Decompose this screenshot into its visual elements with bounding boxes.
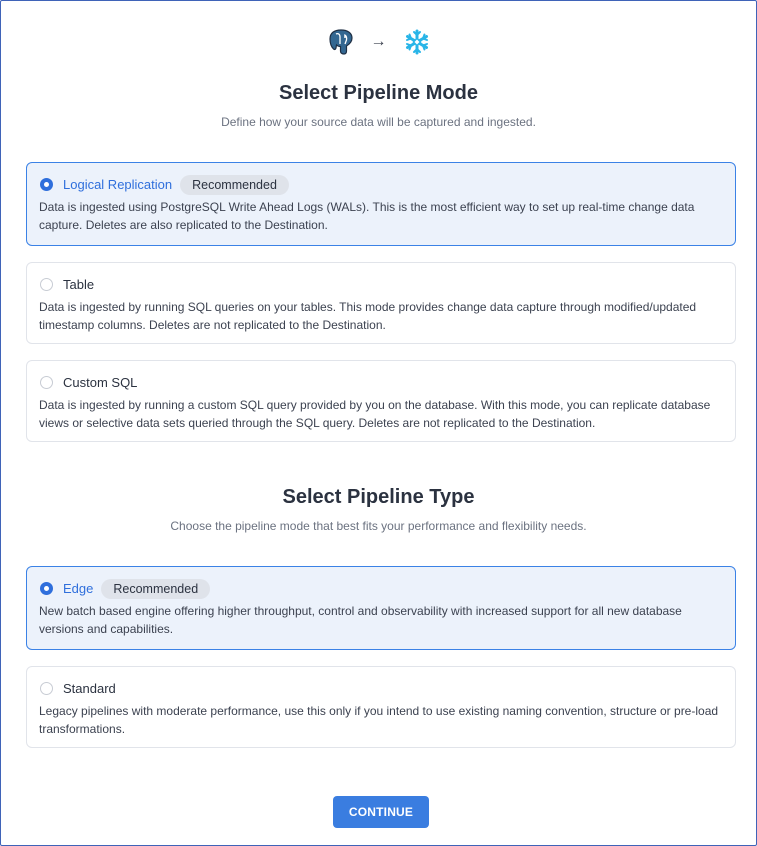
postgresql-elephant-icon [327, 28, 355, 56]
pipeline-type-title: Select Pipeline Type [282, 486, 475, 508]
pipeline-mode-subtitle: Define how your source data will be captured and ingested. [221, 115, 536, 129]
type-option-edge[interactable] [26, 566, 736, 650]
mode-option-custom-sql[interactable] [26, 360, 736, 442]
type-option-standard[interactable] [26, 666, 736, 748]
mode-option-table[interactable] [26, 262, 736, 344]
recommended-badge: Recommended [180, 175, 289, 195]
arrow-right-icon: → [370, 33, 387, 50]
snowflake-icon [403, 28, 431, 56]
radio-unselected-icon[interactable] [40, 376, 53, 389]
option-description: Data is ingested by running SQL queries on your tables. This mode provides change data capture through modified/updated timestamp columns. Deletes are not replicated to the Destination. [39, 300, 697, 332]
option-label: Table [63, 277, 95, 292]
continue-button[interactable]: CONTINUE [333, 796, 429, 828]
option-description: New batch based engine offering higher throughput, control and observability with increased support for all new database versions and capabilities. [39, 604, 682, 636]
radio-selected-icon[interactable] [40, 178, 53, 191]
pipeline-mode-title: Select Pipeline Mode [279, 82, 478, 104]
mode-option-logical-replication[interactable] [26, 162, 736, 246]
pipeline-type-subtitle: Choose the pipeline mode that best fits your performance and flexibility needs. [170, 519, 587, 533]
option-label: Edge [63, 581, 94, 596]
option-label: Standard [63, 681, 116, 696]
option-label: Logical Replication [63, 177, 173, 192]
radio-unselected-icon[interactable] [40, 682, 53, 695]
option-description: Data is ingested using PostgreSQL Write Ahead Logs (WALs). This is the most efficient way to set up real-time change data capture. Deletes are also replicated to the Destination. [39, 200, 695, 232]
radio-unselected-icon[interactable] [40, 278, 53, 291]
option-description: Data is ingested by running a custom SQL query provided by you on the database. With this mode, you can replicate database views or selective data sets queried through the SQL query. Deletes are not replicated to the Destination. [39, 398, 711, 430]
connection-logos [0, 27, 757, 57]
recommended-badge: Recommended [101, 579, 210, 599]
option-label: Custom SQL [63, 375, 138, 390]
option-description: Legacy pipelines with moderate performance, use this only if you intend to use existing naming convention, structure or pre-load transformations. [39, 704, 719, 736]
radio-selected-icon[interactable] [40, 582, 53, 595]
